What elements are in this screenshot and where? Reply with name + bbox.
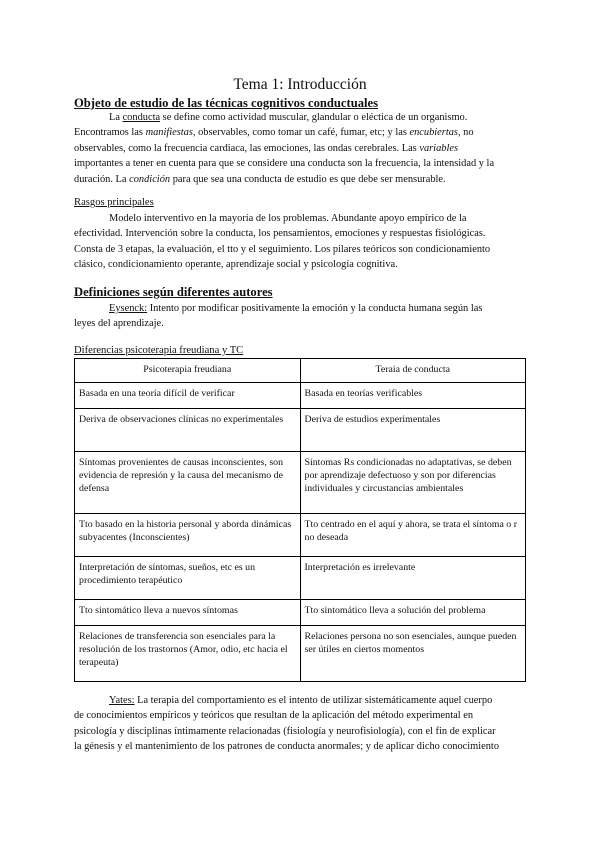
paragraph-eysenck <box>74 301 526 332</box>
text-run: se define como actividad muscular, glandular o eléctica de un organismo. <box>160 112 468 123</box>
paragraph-line <box>74 141 526 156</box>
table-cell: Tto basado en la historia personal y aborda dinámicas subyacentes (Inconscientes) <box>75 514 301 557</box>
paragraph-line: efectividad. Intervención sobre la conducta, los pensamientos, emociones y respuestas fisiológicas. <box>74 228 486 240</box>
table-cell: Tto centrado en el aquí y ahora, se trata el síntoma o r no deseada <box>300 514 526 557</box>
table-row <box>75 600 526 626</box>
text-run: La <box>109 112 123 123</box>
paragraph-line <box>74 301 526 316</box>
text-run: , observables, como tomar un café, fumar, etc; y las <box>192 127 410 139</box>
paragraph-line: psicología y disciplinas íntimamente relacionadas (fisiología y neurofisiología), con el fin de explicar <box>74 725 496 737</box>
table-cell: Deriva de observaciones clínicas no experimentales <box>75 409 301 452</box>
paragraph-line: clásico, condicionamiento operante, aprendizaje social y psicología cognitiva. <box>74 259 398 271</box>
table-row <box>75 557 526 600</box>
text-run: condición <box>129 173 171 185</box>
section-heading-definiciones: Definiciones según diferentes autores <box>74 285 273 299</box>
author-name: Yates: <box>109 695 135 706</box>
paragraph-line <box>74 172 526 187</box>
subheading-rasgos: Rasgos principales <box>74 197 154 208</box>
paragraph-line: Modelo interventivo en la mayoría de los problemas. Abundante apoyo empírico de la <box>109 213 467 224</box>
text-run: conducta <box>122 112 161 123</box>
paragraph-conducta <box>74 110 526 187</box>
paragraph-rasgos <box>74 211 526 273</box>
table-cell: Relaciones persona no son esenciales, aunque pueden ser útiles en ciertos momentos <box>300 626 526 682</box>
page-title: Tema 1: Introducción <box>233 76 367 93</box>
paragraph-line: Consta de 3 etapas, la evaluación, el tto y el seguimiento. Los pilares teóricos son condicionamiento <box>74 243 491 255</box>
paragraph-line: la génesis y el mantenimiento de los patrones de conducta anormales; y de aplicar dicho conocimiento <box>74 741 500 753</box>
text-run: Encontramos las <box>74 127 146 139</box>
table-caption: Diferencias psicoterapia freudiana y TC <box>74 345 244 356</box>
text-run: La terapia del comportamiento es el intento de utilizar sistemáticamente aquel cuerpo <box>134 695 493 706</box>
text-run: manifiestas <box>145 127 193 139</box>
table-cell: Relaciones de transferencia son esenciales para la resolución de los trastornos (Amor, odio, etc hacia el terapeuta) <box>75 626 301 682</box>
paragraph-yates <box>74 693 526 755</box>
table-row <box>75 626 526 682</box>
paragraph-line: importantes a tener en cuenta para que se considere una conducta son la frecuencia, la intensidad y la <box>74 158 495 170</box>
table-cell: Tto sintomático lleva a nuevos síntomas <box>75 600 301 626</box>
text-run: para que sea una conducta de estudio es que debe ser mensurable. <box>170 173 446 185</box>
table-cell: Síntomas provenientes de causas inconscientes, son evidencia de represión y la causa del mecanismo de defensa <box>75 452 301 514</box>
column-header-conducta: Teraia de conducta <box>300 359 526 383</box>
text-run: duración. La <box>74 173 130 185</box>
text-run: variables <box>419 142 458 154</box>
paragraph-line <box>74 110 526 125</box>
table-cell: Basada en teorías verificables <box>300 383 526 409</box>
table-header-row <box>75 359 526 383</box>
table-cell: Basada en una teoría difícil de verificar <box>75 383 301 409</box>
paragraph-line: de conocimientos empíricos y teóricos que resultan de la aplicación del método experimental en <box>74 710 474 722</box>
text-run: observables, como la frecuencia cardiaca, las emociones, las ondas cerebrales. Las <box>74 142 420 154</box>
table-row <box>75 409 526 452</box>
table-cell: Interpretación es irrelevante <box>300 557 526 600</box>
comparison-table <box>74 358 526 682</box>
table-cell: Tto sintomático lleva a solución del problema <box>300 600 526 626</box>
table-cell: Interpretación de síntomas, sueños, etc es un procedimiento terapéutico <box>75 557 301 600</box>
paragraph-line: leyes del aprendizaje. <box>74 318 164 330</box>
section-heading-objeto: Objeto de estudio de las técnicas cognitivos conductuales <box>74 96 378 110</box>
text-run: encubiertas <box>409 127 458 139</box>
table-cell: Deriva de estudios experimentales <box>300 409 526 452</box>
author-name: Eysenck: <box>109 303 148 314</box>
column-header-freudiana: Psicoterapia freudiana <box>75 359 301 383</box>
table-row <box>75 452 526 514</box>
paragraph-line <box>74 693 526 708</box>
table-cell: Síntomas Rs condicionadas no adaptativas, se deben por aprendizaje defectuoso y son por diferencias individuales y circustancias ambientales <box>300 452 526 514</box>
text-run: , no <box>457 127 474 139</box>
table-row <box>75 383 526 409</box>
table-row <box>75 514 526 557</box>
text-run: Intento por modificar positivamente la emoción y la conducta humana según las <box>147 303 483 314</box>
paragraph-line <box>74 125 526 140</box>
